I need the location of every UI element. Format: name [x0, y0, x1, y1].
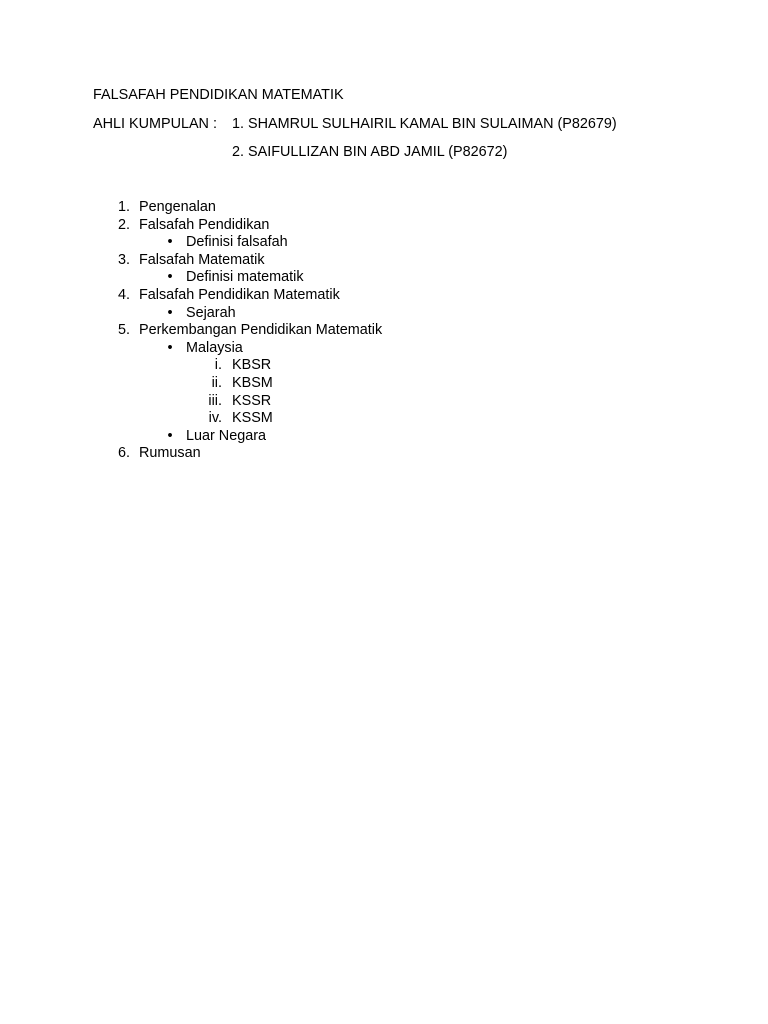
outline-subitem	[0, 305, 768, 323]
outline-item	[0, 287, 768, 305]
outline-subsubitem	[0, 357, 768, 375]
outline-subitem-text: Definisi falsafah	[186, 234, 288, 251]
roman-numeral: i.	[214, 357, 222, 374]
bullet-icon: •	[167, 339, 173, 356]
outline-subitem	[0, 428, 768, 446]
outline-subitem-text: Definisi matematik	[186, 269, 304, 286]
outline-subsubitem	[0, 393, 768, 411]
bullet-icon: •	[167, 234, 173, 251]
document-title: FALSAFAH PENDIDIKAN MATEMATIK	[93, 87, 344, 103]
outline-item-text: Perkembangan Pendidikan Matematik	[139, 322, 383, 339]
outline-item-text: Falsafah Pendidikan Matematik	[139, 286, 340, 303]
roman-numeral: iii.	[208, 392, 222, 409]
outline-subsubitem	[0, 375, 768, 393]
list-number: 3.	[117, 251, 130, 268]
outline-subitem-text: Malaysia	[186, 339, 243, 356]
outline-item	[0, 252, 768, 270]
list-number: 6.	[117, 445, 130, 462]
member-1: 1. SHAMRUL SULHAIRIL KAMAL BIN SULAIMAN (P82679)	[232, 116, 617, 132]
outline-subitem-text: Luar Negara	[186, 427, 266, 444]
outline-subitem	[0, 269, 768, 287]
list-number: 1.	[117, 199, 130, 215]
outline-item	[0, 445, 768, 463]
outline-item-text: Rumusan	[139, 445, 201, 462]
list-number: 5.	[117, 322, 130, 339]
members-label: AHLI KUMPULAN :	[93, 116, 217, 132]
outline-subsubitem-text: KSSR	[232, 392, 272, 409]
outline-item	[0, 217, 768, 235]
outline-subsubitem-text: KSSM	[232, 410, 273, 427]
outline-subsubitem-text: KBSR	[232, 357, 272, 374]
list-number: 2.	[117, 216, 130, 233]
outline-item	[0, 199, 768, 217]
roman-numeral: ii.	[211, 374, 222, 391]
member-2: 2. SAIFULLIZAN BIN ABD JAMIL (P82672)	[232, 144, 508, 160]
outline-item-text: Falsafah Pendidikan	[139, 216, 270, 233]
bullet-icon: •	[167, 427, 173, 444]
outline-subsubitem-text: KBSM	[232, 374, 273, 391]
outline-item-text: Pengenalan	[139, 199, 216, 215]
roman-numeral: iv.	[208, 410, 222, 427]
outline-item-text: Falsafah Matematik	[139, 251, 265, 268]
bullet-icon: •	[167, 304, 173, 321]
list-number: 4.	[117, 286, 130, 303]
bullet-icon: •	[167, 269, 173, 286]
outline-subitem	[0, 340, 768, 358]
outline-item	[0, 322, 768, 340]
outline-list	[0, 199, 768, 463]
outline-subitem	[0, 234, 768, 252]
outline-subsubitem	[0, 410, 768, 428]
outline-subitem-text: Sejarah	[186, 304, 236, 321]
